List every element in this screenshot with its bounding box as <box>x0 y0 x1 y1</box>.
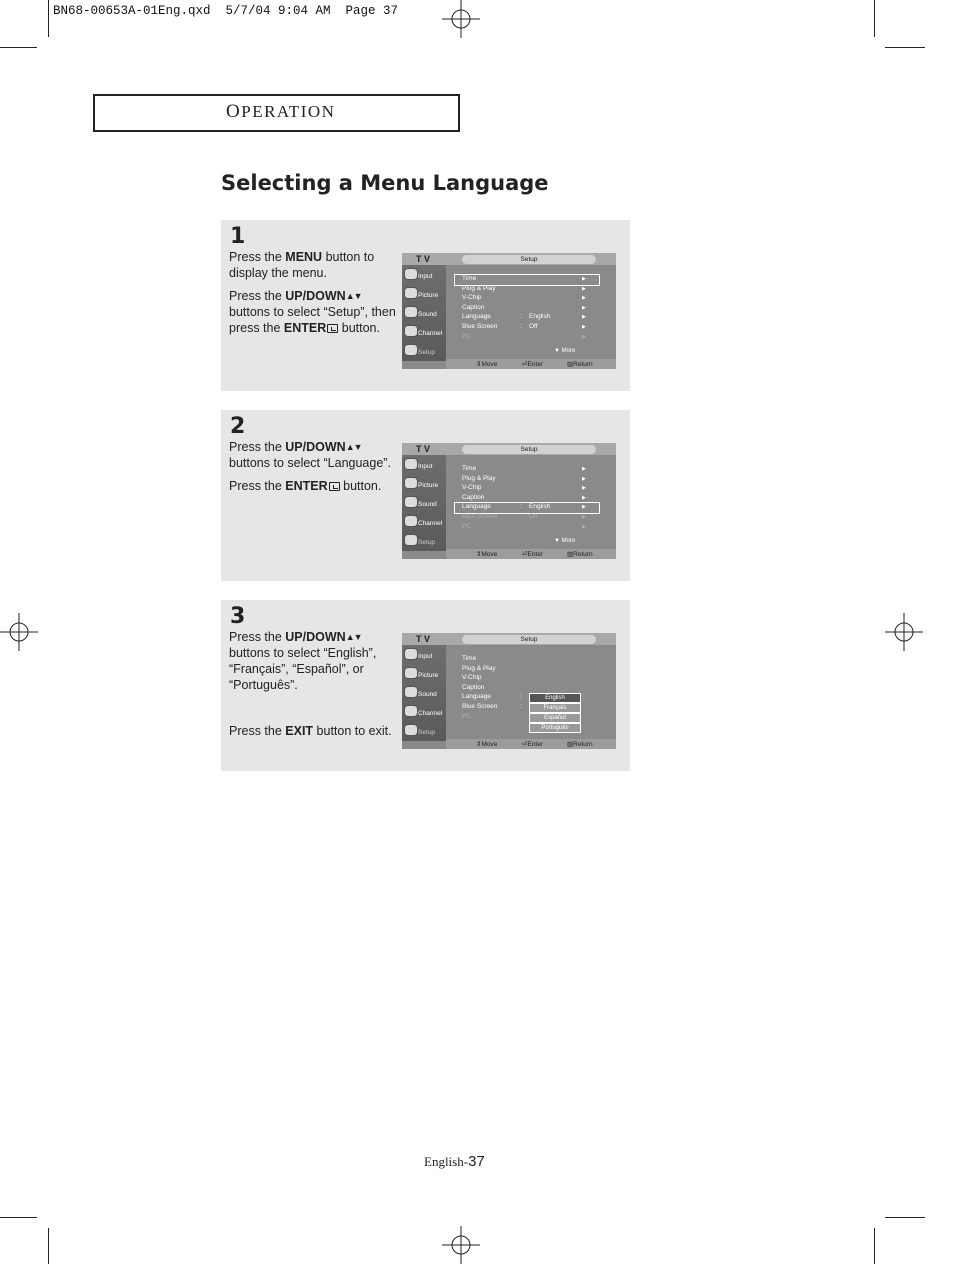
button-name: EXIT <box>285 724 314 738</box>
instruction-text: Press the <box>229 250 286 264</box>
osd-tv-label: T V <box>416 444 431 454</box>
osd-arrow-icon: ▶ <box>582 504 586 511</box>
enter-icon <box>327 324 338 333</box>
osd-item-label: PC <box>462 522 472 530</box>
osd-menu-icon <box>404 344 418 356</box>
osd-sidebar-item <box>402 702 446 721</box>
instruction-text: buttons to select “English”, “Français”, “Español”, or “Português”. <box>229 646 377 692</box>
instruction-text: buttons to select “Language”. <box>229 456 391 470</box>
osd-sidebar-item <box>402 455 446 474</box>
osd-item-colon: : <box>520 703 522 710</box>
osd-tv-label: T V <box>416 634 431 644</box>
osd-arrow-icon: ▶ <box>582 324 586 330</box>
osd-menu-item <box>454 312 604 322</box>
osd-arrow-icon: ▶ <box>582 523 586 530</box>
osd-arrow-icon: ▶ <box>582 314 586 321</box>
osd-item-label: Time <box>462 655 477 662</box>
osd-sidebar-label: Sound <box>418 311 437 318</box>
osd-enter-hint: ⏎ Enter <box>522 551 543 558</box>
osd-menu-icon <box>404 534 418 546</box>
osd-menu-icon <box>404 496 418 508</box>
up-down-arrows-icon: ▲▼ <box>345 442 362 452</box>
osd-menu-title: Setup <box>462 445 596 454</box>
osd-arrow-icon: ▶ <box>582 304 586 311</box>
page-title: Selecting a Menu Language <box>221 171 549 195</box>
osd-item-label: PC <box>462 332 472 340</box>
osd-item-label: V-Chip <box>462 484 482 492</box>
osd-item-label: Plug & Play <box>462 284 496 292</box>
step-number: 2 <box>230 414 246 439</box>
osd-language-option: Español <box>529 713 581 723</box>
osd-item-value: Off <box>529 513 538 520</box>
osd-help-bar <box>446 359 616 369</box>
instruction-paragraph <box>229 629 401 693</box>
osd-item-label: Caption <box>462 303 485 311</box>
instruction-paragraph <box>229 723 401 739</box>
osd-menu-item <box>454 293 604 303</box>
tv-menu-screenshot <box>402 253 616 369</box>
osd-sidebar-label: Sound <box>418 691 437 698</box>
osd-menu-item <box>454 464 604 474</box>
osd-menu-icon <box>404 686 418 698</box>
osd-move-hint: ⇕ Move <box>476 361 498 368</box>
osd-item-label: V-Chip <box>462 294 482 302</box>
osd-arrow-icon: ▶ <box>582 494 586 501</box>
osd-help-bar <box>446 549 616 559</box>
osd-sidebar <box>402 265 446 361</box>
osd-enter-label: Enter <box>527 551 543 558</box>
osd-sidebar-label: Sound <box>418 501 437 508</box>
instruction-text: button. <box>339 479 382 493</box>
instruction-paragraph <box>229 288 401 336</box>
osd-item-label: Language <box>462 693 491 701</box>
registration-mark-icon <box>885 613 923 651</box>
registration-mark-icon <box>0 613 38 651</box>
osd-sidebar-label: Picture <box>418 482 439 489</box>
osd-item-colon: : <box>520 513 522 520</box>
osd-arrow-icon: ▶ <box>582 475 586 482</box>
osd-sidebar-item <box>402 721 446 740</box>
osd-arrow-icon: ▶ <box>582 514 586 520</box>
osd-return-hint: ▥ Return <box>567 741 593 748</box>
osd-return-label: Return <box>573 741 593 748</box>
osd-move-hint: ⇕ Move <box>476 551 498 558</box>
step-instructions <box>229 439 401 501</box>
instruction-text: Press the <box>229 479 286 493</box>
osd-item-colon: : <box>520 503 522 511</box>
crop-mark <box>48 1228 49 1264</box>
osd-menu-item <box>454 664 604 674</box>
instruction-text: Press the <box>229 724 286 738</box>
crop-mark <box>874 0 875 37</box>
osd-arrow-icon: ▶ <box>582 295 586 302</box>
osd-sidebar-item <box>402 284 446 303</box>
osd-sidebar-label: Channel <box>418 330 443 337</box>
instruction-text: Press the <box>229 289 286 303</box>
osd-sidebar-label: Channel <box>418 710 443 717</box>
osd-item-value: English <box>529 503 551 511</box>
osd-item-label: Caption <box>462 493 485 501</box>
osd-item-label: Blue Screen <box>462 513 498 520</box>
osd-sidebar-label: Input <box>418 653 433 660</box>
osd-enter-hint: ⏎ Enter <box>522 361 543 368</box>
tv-menu-screenshot <box>402 633 616 749</box>
osd-menu-item <box>454 654 604 664</box>
osd-menu-item <box>454 683 604 693</box>
osd-item-label: Language <box>462 313 491 321</box>
osd-menu-icon <box>404 667 418 679</box>
crop-mark <box>0 47 37 48</box>
osd-sidebar-item <box>402 531 446 550</box>
osd-sidebar-label: Picture <box>418 672 439 679</box>
crop-mark <box>0 1217 37 1218</box>
button-name: UP/DOWN <box>285 630 346 644</box>
osd-sidebar-label: Setup <box>418 539 435 546</box>
osd-item-label: Time <box>462 275 477 282</box>
instruction-text: Press the <box>229 630 286 644</box>
osd-menu-item <box>454 284 604 294</box>
osd-sidebar-item <box>402 341 446 360</box>
osd-menu-icon <box>404 325 418 337</box>
osd-item-label: Caption <box>462 683 485 691</box>
step-instructions <box>229 249 401 343</box>
instruction-text: button to display the menu. <box>229 250 375 280</box>
osd-sidebar-label: Setup <box>418 729 435 736</box>
osd-menu-icon <box>404 648 418 660</box>
osd-sidebar <box>402 645 446 741</box>
osd-item-colon: : <box>520 323 522 330</box>
osd-sidebar <box>402 455 446 551</box>
osd-arrow-icon: ▶ <box>582 333 586 340</box>
osd-sidebar-label: Input <box>418 273 433 280</box>
osd-move-hint: ⇕ Move <box>476 741 498 748</box>
up-down-arrows-icon: ▲▼ <box>345 632 362 642</box>
osd-item-label: V-Chip <box>462 674 482 682</box>
osd-menu-icon <box>404 477 418 489</box>
osd-sidebar-item <box>402 474 446 493</box>
osd-sidebar-item <box>402 683 446 702</box>
osd-item-value: English <box>529 313 551 321</box>
osd-sidebar-label: Setup <box>418 349 435 356</box>
osd-sidebar-label: Picture <box>418 292 439 299</box>
section-label <box>226 101 335 123</box>
osd-menu-icon <box>404 306 418 318</box>
osd-menu-item <box>454 274 604 284</box>
osd-language-option: Português <box>529 723 581 733</box>
instruction-paragraph <box>229 439 401 471</box>
osd-menu-item <box>454 303 604 313</box>
osd-menu-item <box>454 502 604 512</box>
section-label-initial: O <box>226 101 242 122</box>
registration-mark-icon <box>442 0 480 38</box>
osd-return-hint: ▥ Return <box>567 551 593 558</box>
footer-language: English- <box>424 1154 469 1169</box>
registration-mark-icon <box>442 1226 480 1264</box>
button-name: ENTER <box>283 321 327 335</box>
instruction-paragraph <box>229 249 401 281</box>
osd-item-label: PC <box>462 712 472 720</box>
osd-sidebar-label: Input <box>418 463 433 470</box>
osd-menu-item <box>454 493 604 503</box>
page-footer <box>424 1153 485 1170</box>
osd-language-option: Français <box>529 703 581 713</box>
osd-sidebar-item <box>402 265 446 284</box>
osd-return-label: Return <box>573 551 593 558</box>
osd-menu-item <box>454 322 604 332</box>
print-slug: BN68-00653A-01Eng.qxd 5/7/04 9:04 AM Page 37 <box>53 4 399 18</box>
instruction-text: buttons to select “Setup”, then press the <box>229 305 396 335</box>
osd-sidebar-item <box>402 512 446 531</box>
osd-more-indicator: ▼ More <box>554 538 576 544</box>
osd-item-label: Time <box>462 465 477 472</box>
osd-arrow-icon: ▶ <box>582 485 586 492</box>
osd-item-label: Blue Screen <box>462 703 498 710</box>
osd-enter-hint: ⏎ Enter <box>522 741 543 748</box>
page-number: 37 <box>468 1153 485 1170</box>
crop-mark <box>885 47 925 48</box>
osd-move-label: Move <box>481 551 498 558</box>
osd-menu-title: Setup <box>462 255 596 264</box>
osd-menu-item <box>454 483 604 493</box>
section-label-rest: PERATION <box>241 102 336 121</box>
osd-sidebar-item <box>402 645 446 664</box>
up-down-arrows-icon: ▲▼ <box>345 291 362 301</box>
osd-move-label: Move <box>481 741 498 748</box>
osd-sidebar-label: Channel <box>418 520 443 527</box>
osd-menu-icon <box>404 705 418 717</box>
button-name: UP/DOWN <box>285 440 346 454</box>
osd-sidebar-item <box>402 303 446 322</box>
button-name: MENU <box>285 250 323 264</box>
osd-enter-label: Enter <box>527 741 543 748</box>
osd-menu-icon <box>404 724 418 736</box>
osd-item-colon: : <box>520 693 522 701</box>
osd-return-hint: ▥ Return <box>567 361 593 368</box>
osd-item-colon: : <box>520 313 522 321</box>
osd-item-label: Language <box>462 503 491 511</box>
osd-menu-item <box>454 474 604 484</box>
crop-mark <box>874 1228 875 1264</box>
osd-tv-label: T V <box>416 254 431 264</box>
button-name: UP/DOWN <box>285 289 346 303</box>
osd-item-value: Off <box>529 323 538 330</box>
osd-arrow-icon: ▶ <box>582 276 586 282</box>
osd-menu-icon <box>404 287 418 299</box>
crop-mark <box>885 1217 925 1218</box>
crop-mark <box>48 0 49 37</box>
instruction-paragraph <box>229 478 401 494</box>
osd-sidebar-item <box>402 322 446 341</box>
step-3 <box>221 600 630 771</box>
osd-item-label: Plug & Play <box>462 474 496 482</box>
osd-arrow-icon: ▶ <box>582 466 586 472</box>
osd-menu-icon <box>404 268 418 280</box>
step-1 <box>221 220 630 391</box>
step-2 <box>221 410 630 581</box>
osd-menu-icon <box>404 515 418 527</box>
osd-more-indicator: ▼ More <box>554 348 576 354</box>
osd-menu-item <box>454 673 604 683</box>
osd-menu-item <box>454 522 604 532</box>
osd-menu-item <box>454 512 604 522</box>
osd-menu-item <box>454 332 604 342</box>
step-number: 1 <box>230 224 246 249</box>
step-number: 3 <box>230 604 246 629</box>
osd-enter-label: Enter <box>527 361 543 368</box>
osd-move-label: Move <box>481 361 498 368</box>
osd-sidebar-item <box>402 664 446 683</box>
osd-language-option: English <box>529 693 581 703</box>
instruction-text: button to exit. <box>313 724 392 738</box>
osd-sidebar-item <box>402 493 446 512</box>
instruction-text: button. <box>338 321 380 335</box>
osd-return-label: Return <box>573 361 593 368</box>
button-name: ENTER <box>285 479 328 493</box>
osd-item-label: Blue Screen <box>462 323 498 330</box>
osd-arrow-icon: ▶ <box>582 285 586 292</box>
step-instructions <box>229 629 401 746</box>
instruction-text: Press the <box>229 440 286 454</box>
osd-menu-title: Setup <box>462 635 596 644</box>
osd-item-label: Plug & Play <box>462 664 496 672</box>
osd-menu-icon <box>404 458 418 470</box>
enter-icon <box>329 482 340 491</box>
tv-menu-screenshot <box>402 443 616 559</box>
osd-help-bar <box>446 739 616 749</box>
